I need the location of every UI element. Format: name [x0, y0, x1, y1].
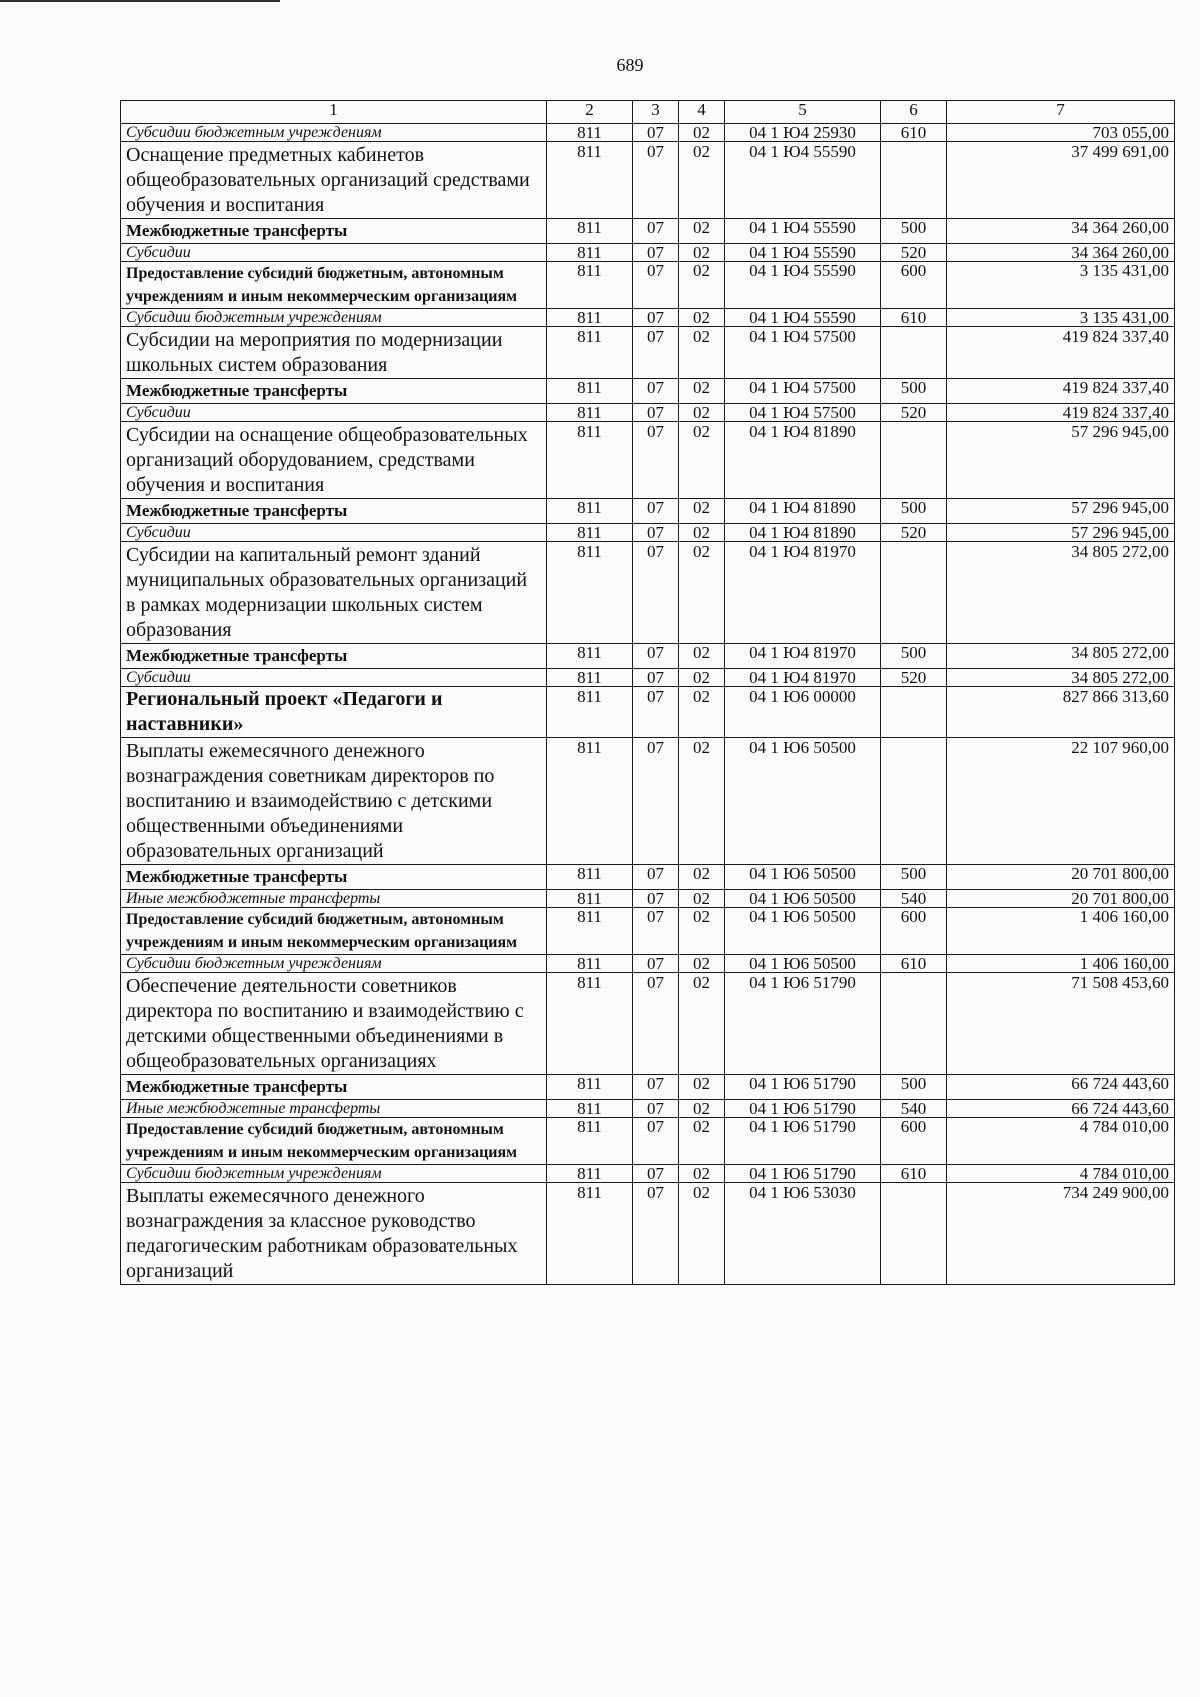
amount-cell: 34 364 260,00	[947, 219, 1175, 244]
subsection-cell: 02	[679, 1183, 725, 1285]
section-cell: 07	[633, 524, 679, 542]
ministry-code-cell: 811	[547, 262, 633, 309]
row-name-cell: Иные межбюджетные трансферты	[121, 890, 547, 908]
target-article-cell: 04 1 Ю4 55590	[725, 219, 881, 244]
subsection-cell: 02	[679, 955, 725, 973]
subsection-cell: 02	[679, 644, 725, 669]
amount-cell: 4 784 010,00	[947, 1165, 1175, 1183]
amount-cell: 57 296 945,00	[947, 524, 1175, 542]
table-row	[121, 1118, 1175, 1165]
expense-type-cell: 610	[881, 309, 947, 327]
section-cell: 07	[633, 142, 679, 219]
header-cell: 1	[121, 101, 547, 124]
section-cell: 07	[633, 1100, 679, 1118]
expense-type-cell: 500	[881, 499, 947, 524]
expense-type-cell: 520	[881, 669, 947, 687]
section-cell: 07	[633, 404, 679, 422]
expense-type-cell: 520	[881, 244, 947, 262]
row-name-cell: Предоставление субсидий бюджетным, автономным учреждениям и иным некоммерческим организациям	[121, 1118, 547, 1165]
expense-type-cell	[881, 327, 947, 379]
table-row	[121, 499, 1175, 524]
subsection-cell: 02	[679, 244, 725, 262]
expense-type-cell: 520	[881, 524, 947, 542]
header-cell: 7	[947, 101, 1175, 124]
target-article-cell: 04 1 Ю6 51790	[725, 1075, 881, 1100]
amount-cell: 22 107 960,00	[947, 738, 1175, 865]
row-name-cell: Выплаты ежемесячного денежного вознаграждения советникам директоров по воспитанию и взаимодействию с детскими общественными объединениями образовательных организаций	[121, 738, 547, 865]
table-row	[121, 309, 1175, 327]
row-name-cell: Межбюджетные трансферты	[121, 379, 547, 404]
expense-type-cell	[881, 687, 947, 738]
target-article-cell: 04 1 Ю6 50500	[725, 890, 881, 908]
table-row	[121, 644, 1175, 669]
row-name-cell: Межбюджетные трансферты	[121, 219, 547, 244]
expense-type-cell	[881, 738, 947, 865]
subsection-cell: 02	[679, 1165, 725, 1183]
target-article-cell: 04 1 Ю6 51790	[725, 1165, 881, 1183]
amount-cell: 1 406 160,00	[947, 908, 1175, 955]
target-article-cell: 04 1 Ю4 57500	[725, 327, 881, 379]
section-cell: 07	[633, 542, 679, 644]
expense-type-cell: 500	[881, 865, 947, 890]
target-article-cell: 04 1 Ю4 55590	[725, 309, 881, 327]
row-name-cell: Субсидии бюджетным учреждениям	[121, 955, 547, 973]
subsection-cell: 02	[679, 142, 725, 219]
section-cell: 07	[633, 908, 679, 955]
ministry-code-cell: 811	[547, 644, 633, 669]
ministry-code-cell: 811	[547, 422, 633, 499]
header-cell: 5	[725, 101, 881, 124]
table-row	[121, 244, 1175, 262]
ministry-code-cell: 811	[547, 973, 633, 1075]
amount-cell: 66 724 443,60	[947, 1075, 1175, 1100]
section-cell: 07	[633, 499, 679, 524]
amount-cell: 34 805 272,00	[947, 669, 1175, 687]
section-cell: 07	[633, 379, 679, 404]
section-cell: 07	[633, 955, 679, 973]
amount-cell: 20 701 800,00	[947, 890, 1175, 908]
table-row	[121, 1183, 1175, 1285]
ministry-code-cell: 811	[547, 524, 633, 542]
section-cell: 07	[633, 865, 679, 890]
expense-type-cell	[881, 542, 947, 644]
amount-cell: 66 724 443,60	[947, 1100, 1175, 1118]
table-row	[121, 669, 1175, 687]
table-row	[121, 1165, 1175, 1183]
target-article-cell: 04 1 Ю6 51790	[725, 1100, 881, 1118]
row-name-cell: Субсидии бюджетным учреждениям	[121, 124, 547, 142]
subsection-cell: 02	[679, 973, 725, 1075]
target-article-cell: 04 1 Ю4 81970	[725, 542, 881, 644]
row-name-cell: Иные межбюджетные трансферты	[121, 1100, 547, 1118]
ministry-code-cell: 811	[547, 955, 633, 973]
section-cell: 07	[633, 1075, 679, 1100]
table-row	[121, 890, 1175, 908]
subsection-cell: 02	[679, 404, 725, 422]
row-name-cell: Оснащение предметных кабинетов общеобразовательных организаций средствами обучения и воспитания	[121, 142, 547, 219]
section-cell: 07	[633, 219, 679, 244]
table-row	[121, 738, 1175, 865]
expense-type-cell: 540	[881, 1100, 947, 1118]
table-row	[121, 327, 1175, 379]
subsection-cell: 02	[679, 219, 725, 244]
target-article-cell: 04 1 Ю4 81970	[725, 669, 881, 687]
table-row	[121, 908, 1175, 955]
subsection-cell: 02	[679, 422, 725, 499]
table-row	[121, 219, 1175, 244]
ministry-code-cell: 811	[547, 1075, 633, 1100]
section-cell: 07	[633, 124, 679, 142]
page-number: 689	[616, 55, 644, 75]
table-row	[121, 1100, 1175, 1118]
target-article-cell: 04 1 Ю4 81890	[725, 499, 881, 524]
header-cell: 2	[547, 101, 633, 124]
expense-type-cell: 540	[881, 890, 947, 908]
section-cell: 07	[633, 973, 679, 1075]
target-article-cell: 04 1 Ю4 81970	[725, 644, 881, 669]
row-name-cell: Субсидии на мероприятия по модернизации школьных систем образования	[121, 327, 547, 379]
header-cell: 4	[679, 101, 725, 124]
ministry-code-cell: 811	[547, 1165, 633, 1183]
expense-type-cell	[881, 142, 947, 219]
table-row	[121, 865, 1175, 890]
amount-cell: 34 805 272,00	[947, 644, 1175, 669]
ministry-code-cell: 811	[547, 327, 633, 379]
row-name-cell: Предоставление субсидий бюджетным, автономным учреждениям и иным некоммерческим организациям	[121, 908, 547, 955]
ministry-code-cell: 811	[547, 1100, 633, 1118]
expense-type-cell: 610	[881, 1165, 947, 1183]
ministry-code-cell: 811	[547, 1118, 633, 1165]
amount-cell: 703 055,00	[947, 124, 1175, 142]
target-article-cell: 04 1 Ю4 57500	[725, 404, 881, 422]
amount-cell: 734 249 900,00	[947, 1183, 1175, 1285]
ministry-code-cell: 811	[547, 124, 633, 142]
ministry-code-cell: 811	[547, 244, 633, 262]
table-row	[121, 142, 1175, 219]
subsection-cell: 02	[679, 309, 725, 327]
table-row	[121, 687, 1175, 738]
target-article-cell: 04 1 Ю6 00000	[725, 687, 881, 738]
subsection-cell: 02	[679, 1075, 725, 1100]
target-article-cell: 04 1 Ю4 57500	[725, 379, 881, 404]
table-row	[121, 973, 1175, 1075]
target-article-cell: 04 1 Ю4 55590	[725, 262, 881, 309]
row-name-cell: Межбюджетные трансферты	[121, 644, 547, 669]
subsection-cell: 02	[679, 738, 725, 865]
amount-cell: 34 805 272,00	[947, 542, 1175, 644]
amount-cell: 419 824 337,40	[947, 327, 1175, 379]
amount-cell: 20 701 800,00	[947, 865, 1175, 890]
amount-cell: 3 135 431,00	[947, 309, 1175, 327]
section-cell: 07	[633, 1183, 679, 1285]
expense-type-cell: 610	[881, 955, 947, 973]
row-name-cell: Предоставление субсидий бюджетным, автономным учреждениям и иным некоммерческим организациям	[121, 262, 547, 309]
amount-cell: 1 406 160,00	[947, 955, 1175, 973]
amount-cell: 57 296 945,00	[947, 422, 1175, 499]
target-article-cell: 04 1 Ю6 53030	[725, 1183, 881, 1285]
subsection-cell: 02	[679, 524, 725, 542]
column-number-header	[121, 101, 1175, 124]
section-cell: 07	[633, 422, 679, 499]
ministry-code-cell: 811	[547, 890, 633, 908]
expense-type-cell	[881, 973, 947, 1075]
table-body	[121, 124, 1175, 1285]
expense-type-cell: 500	[881, 219, 947, 244]
section-cell: 07	[633, 669, 679, 687]
target-article-cell: 04 1 Ю4 55590	[725, 244, 881, 262]
row-name-cell: Межбюджетные трансферты	[121, 1075, 547, 1100]
subsection-cell: 02	[679, 379, 725, 404]
section-cell: 07	[633, 644, 679, 669]
subsection-cell: 02	[679, 124, 725, 142]
row-name-cell: Субсидии	[121, 524, 547, 542]
row-name-cell: Субсидии бюджетным учреждениям	[121, 1165, 547, 1183]
subsection-cell: 02	[679, 499, 725, 524]
target-article-cell: 04 1 Ю4 25930	[725, 124, 881, 142]
ministry-code-cell: 811	[547, 404, 633, 422]
target-article-cell: 04 1 Ю6 51790	[725, 973, 881, 1075]
row-name-cell: Межбюджетные трансферты	[121, 499, 547, 524]
ministry-code-cell: 811	[547, 219, 633, 244]
expense-type-cell	[881, 422, 947, 499]
target-article-cell: 04 1 Ю4 81890	[725, 422, 881, 499]
amount-cell: 57 296 945,00	[947, 499, 1175, 524]
ministry-code-cell: 811	[547, 379, 633, 404]
expense-type-cell: 600	[881, 262, 947, 309]
section-cell: 07	[633, 309, 679, 327]
expense-type-cell: 500	[881, 644, 947, 669]
expense-type-cell: 500	[881, 1075, 947, 1100]
section-cell: 07	[633, 327, 679, 379]
expense-type-cell: 500	[881, 379, 947, 404]
table-row	[121, 262, 1175, 309]
expense-type-cell: 600	[881, 908, 947, 955]
row-name-cell: Субсидии	[121, 669, 547, 687]
amount-cell: 34 364 260,00	[947, 244, 1175, 262]
ministry-code-cell: 811	[547, 542, 633, 644]
expense-type-cell: 600	[881, 1118, 947, 1165]
scan-edge-mark	[0, 0, 280, 8]
table-row	[121, 524, 1175, 542]
section-cell: 07	[633, 244, 679, 262]
budget-table	[120, 100, 1175, 1285]
amount-cell: 419 824 337,40	[947, 404, 1175, 422]
subsection-cell: 02	[679, 865, 725, 890]
section-cell: 07	[633, 738, 679, 865]
table-row	[121, 124, 1175, 142]
expense-type-cell	[881, 1183, 947, 1285]
table-row	[121, 542, 1175, 644]
ministry-code-cell: 811	[547, 1183, 633, 1285]
row-name-cell: Субсидии на капитальный ремонт зданий муниципальных образовательных организаций в рамках модернизации школьных систем образования	[121, 542, 547, 644]
ministry-code-cell: 811	[547, 142, 633, 219]
row-name-cell: Обеспечение деятельности советников директора по воспитанию и взаимодействию с детскими общественными объединениями в общеобразовательных организациях	[121, 973, 547, 1075]
table-row	[121, 422, 1175, 499]
subsection-cell: 02	[679, 327, 725, 379]
subsection-cell: 02	[679, 1100, 725, 1118]
ministry-code-cell: 811	[547, 865, 633, 890]
row-name-cell: Межбюджетные трансферты	[121, 865, 547, 890]
ministry-code-cell: 811	[547, 908, 633, 955]
section-cell: 07	[633, 1165, 679, 1183]
target-article-cell: 04 1 Ю6 50500	[725, 738, 881, 865]
target-article-cell: 04 1 Ю6 51790	[725, 1118, 881, 1165]
expense-type-cell: 610	[881, 124, 947, 142]
target-article-cell: 04 1 Ю6 50500	[725, 865, 881, 890]
target-article-cell: 04 1 Ю6 50500	[725, 955, 881, 973]
subsection-cell: 02	[679, 669, 725, 687]
subsection-cell: 02	[679, 262, 725, 309]
subsection-cell: 02	[679, 687, 725, 738]
table-row	[121, 955, 1175, 973]
amount-cell: 71 508 453,60	[947, 973, 1175, 1075]
target-article-cell: 04 1 Ю6 50500	[725, 908, 881, 955]
section-cell: 07	[633, 262, 679, 309]
amount-cell: 827 866 313,60	[947, 687, 1175, 738]
target-article-cell: 04 1 Ю4 81890	[725, 524, 881, 542]
subsection-cell: 02	[679, 908, 725, 955]
row-name-cell: Выплаты ежемесячного денежного вознаграждения за классное руководство педагогическим работникам образовательных организаций	[121, 1183, 547, 1285]
table-row	[121, 379, 1175, 404]
target-article-cell: 04 1 Ю4 55590	[725, 142, 881, 219]
row-name-cell: Субсидии на оснащение общеобразовательных организаций оборудованием, средствами обучения и воспитания	[121, 422, 547, 499]
expense-type-cell: 520	[881, 404, 947, 422]
subsection-cell: 02	[679, 1118, 725, 1165]
row-name-cell: Субсидии	[121, 244, 547, 262]
row-name-cell: Субсидии бюджетным учреждениям	[121, 309, 547, 327]
ministry-code-cell: 811	[547, 738, 633, 865]
row-name-cell: Субсидии	[121, 404, 547, 422]
section-cell: 07	[633, 1118, 679, 1165]
ministry-code-cell: 811	[547, 309, 633, 327]
ministry-code-cell: 811	[547, 499, 633, 524]
ministry-code-cell: 811	[547, 669, 633, 687]
amount-cell: 3 135 431,00	[947, 262, 1175, 309]
header-cell: 3	[633, 101, 679, 124]
table-row	[121, 1075, 1175, 1100]
row-name-cell: Региональный проект «Педагоги и наставники»	[121, 687, 547, 738]
amount-cell: 419 824 337,40	[947, 379, 1175, 404]
subsection-cell: 02	[679, 542, 725, 644]
table-row	[121, 404, 1175, 422]
amount-cell: 4 784 010,00	[947, 1118, 1175, 1165]
section-cell: 07	[633, 687, 679, 738]
header-cell: 6	[881, 101, 947, 124]
subsection-cell: 02	[679, 890, 725, 908]
amount-cell: 37 499 691,00	[947, 142, 1175, 219]
section-cell: 07	[633, 890, 679, 908]
ministry-code-cell: 811	[547, 687, 633, 738]
